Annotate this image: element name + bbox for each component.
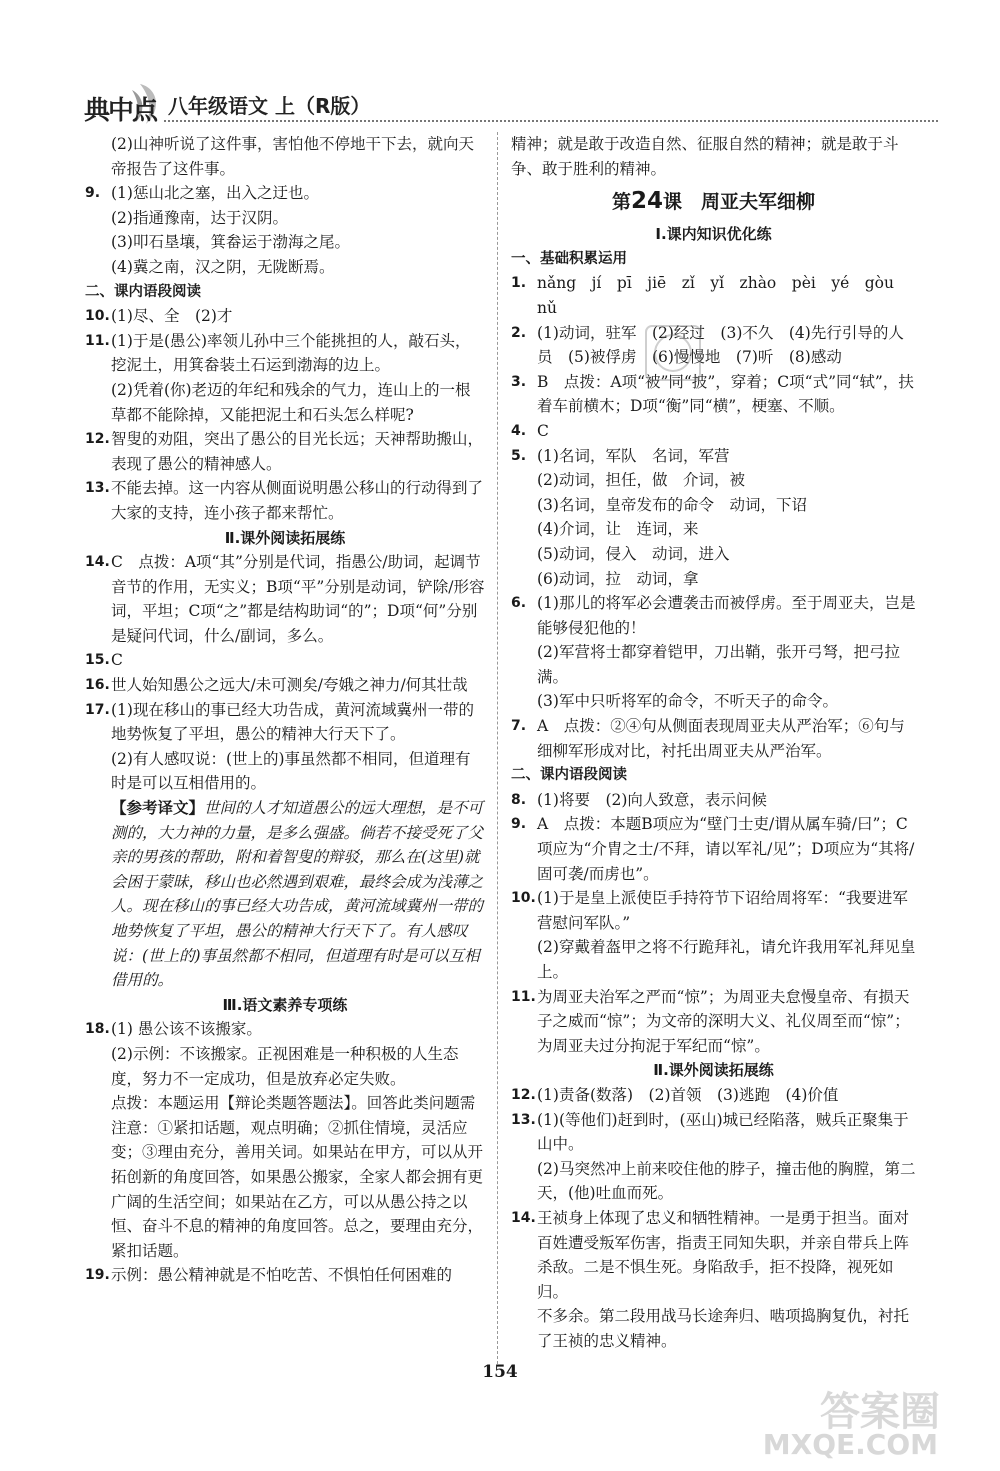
answer-subitem: (3)名词，皇帝发布的命令 动词，下诏 <box>537 495 807 514</box>
answer-subitem: (4)冀之南，汉之阴，无陇断焉。 <box>111 257 335 276</box>
answer-subitem: (2)示例：不该搬家。正视困难是一种积极的人生态度，努力不一定成功，但是放弃必定失败。 <box>111 1044 459 1088</box>
answer-item <box>85 1263 485 1288</box>
question-number: 10. <box>85 308 110 325</box>
lesson-title <box>511 181 916 222</box>
answer-text: 世人始知愚公之远大/未可测矣/夸娥之神力/何其壮哉 <box>111 676 468 695</box>
answer-item <box>85 1017 485 1042</box>
question-number: 18. <box>85 1021 110 1038</box>
question-number: 14. <box>85 554 110 571</box>
question-number: 1. <box>511 275 527 292</box>
answer-subitem: (3)军中只听将军的命令，不听天子的命令。 <box>537 692 838 711</box>
answer-item <box>511 1206 916 1304</box>
answer-item <box>511 812 916 886</box>
section-heading: 二、课内语段阅读 <box>511 767 627 784</box>
answer-item <box>85 329 485 378</box>
answer-text: A 点拨：②④句从侧面表现周亚夫从严治军；⑥句与细柳军形成对比，衬托出周亚夫从严治军。 <box>537 717 905 760</box>
stamp-icon <box>640 320 706 386</box>
brand-name: 典中点 <box>84 96 157 126</box>
answer-text: (1)将要 (2)向人致意，表示问候 <box>537 790 767 809</box>
watermark-text: 答案圈 <box>820 1389 940 1435</box>
lesson-prefix: 第 <box>611 191 631 214</box>
question-number: 13. <box>511 1111 536 1128</box>
lesson-name: 课 周亚夫军细柳 <box>663 191 816 214</box>
part-heading: Ⅱ.课外阅读拓展练 <box>653 1061 774 1080</box>
book-title: 八年级语文 上（R版） <box>168 94 371 118</box>
answer-text: (1)惩山北之塞，出入之迂也。 <box>111 184 319 203</box>
answer-text: (1)(等他们)赶到时，(巫山)城已经陷落，贼兵正聚集于山中。 <box>537 1110 909 1154</box>
answer-subitem: 精神；就是敢于改造自然、征服自然的精神；就是敢于斗争、敢于胜利的精神。 <box>511 135 899 178</box>
answer-subitem: (2)指通豫南，达于汉阴。 <box>111 208 288 227</box>
question-number: 8. <box>511 791 527 808</box>
answer-text: 王祯身上体现了忠义和牺牲精神。一是勇于担当。面对百姓遭受叛军伤害，指责王同知失职，并亲自带兵上阵杀敌。二是不惧生死。身陷敌手，拒不投降，视死如归。 <box>537 1208 910 1301</box>
part-heading: Ⅱ.课外阅读拓展练 <box>224 528 346 547</box>
question-number: 9. <box>85 185 101 202</box>
section-heading: 二、课内语段阅读 <box>85 283 201 300</box>
question-number: 10. <box>511 890 536 907</box>
answer-item <box>85 304 485 329</box>
answer-subitem: (6)动词，拉 动词，拿 <box>537 569 699 588</box>
answer-subitem: (2)军营将士都穿着铠甲，刀出鞘，张开弓弩，把弓拉满。 <box>537 643 900 686</box>
question-number: 2. <box>511 324 527 341</box>
answer-text: nǎng jí pī jiē zǐ yǐ zhào pèi yé gòu nǔ <box>537 274 910 317</box>
answer-subitem: (3)叩石垦壤，箕畚运于渤海之尾。 <box>111 233 350 252</box>
answer-subitem: (2)穿戴着盔甲之将不行跪拜礼，请允许我用军礼拜见皇上。 <box>537 938 916 981</box>
watermark-url: MXQE.COM <box>762 1428 938 1461</box>
answer-item <box>511 985 916 1059</box>
answer-item <box>511 788 916 813</box>
page-number: 154 <box>482 1362 518 1382</box>
question-number: 16. <box>85 677 110 694</box>
reference-heading: 【参考译文】 <box>111 798 205 818</box>
question-number: 17. <box>85 701 110 718</box>
answer-item <box>511 1083 916 1108</box>
answer-text: A 点拨：本题B项应为“壁门士吏/谓从属车骑/曰”；C项应为“介胄之士/不拜，请以军礼/见”；D项应为“其将/固可袭/而虏也”。 <box>537 815 915 883</box>
answer-subitem: (2)马突然冲上前来咬住他的脖子，撞击他的胸膛，第二天，(他)吐血而死。 <box>537 1159 916 1203</box>
question-number: 7. <box>511 718 527 735</box>
answer-item <box>511 321 916 370</box>
section-heading: 一、基础积累运用 <box>511 250 627 267</box>
question-number: 12. <box>85 431 110 448</box>
answer-subitem: 不多余。第二段用战马长途奔归、啮项捣胸复仇，衬托了王祯的忠义精神。 <box>537 1307 910 1350</box>
question-number: 5. <box>511 447 527 464</box>
answer-item <box>85 673 485 698</box>
right-column <box>511 132 916 1354</box>
answer-item <box>511 1108 916 1157</box>
question-number: 4. <box>511 422 527 439</box>
answer-text: 为周亚夫治军之严而“惊”；为周亚夫怠慢皇帝、有损天子之威而“惊”；为文帝的深明大义、礼仪周至而“惊”；为周亚夫过分拘泥于军纪而“惊”。 <box>537 987 910 1055</box>
answer-text: 不能去掉。这一内容从侧面说明愚公移山的行动得到了大家的支持，连小孩子都来帮忙。 <box>111 479 484 522</box>
answer-subitem: (2)动词，担任，做 介词，被 <box>537 471 745 490</box>
answer-subitem: (4)介词，让 连词，来 <box>537 520 699 539</box>
answer-item <box>511 886 916 935</box>
question-number: 11. <box>85 332 110 349</box>
answer-item <box>511 370 916 419</box>
answer-text: (1)名词，军队 名词，军营 <box>537 446 730 465</box>
question-number: 19. <box>85 1267 110 1284</box>
left-column <box>85 132 485 1288</box>
question-number: 14. <box>511 1209 536 1226</box>
answer-text: (1)尽、全 (2)才 <box>111 307 233 326</box>
part-heading: Ⅰ.课内知识优化练 <box>655 225 772 244</box>
part-heading: Ⅲ.语文素养专项练 <box>222 995 348 1014</box>
answer-text: (1)于是皇上派使臣手持符节下诏给周将军：“我要进军营慰问军队。” <box>537 889 908 932</box>
answer-item <box>85 550 485 648</box>
answer-text: C <box>537 421 549 440</box>
answer-item <box>511 444 916 469</box>
answer-subitem: (2)有人感叹说：(世上的)事虽然都不相同，但道理有时是可以互相借用的。 <box>111 749 471 793</box>
column-divider <box>497 132 498 1364</box>
reference-text: 世间的人才知道愚公的远大理想，是不可测的，大力神的力量，是多么强盛。倘若不接受死了父亲的男孩的帮助，附和着智叟的辩驳，那么在(这里)就会困于蒙昧，移山也必然遇到艰难，最终会成为浅薄之人。现在移山的事已经大功告成，黄河流域冀州一带的地势恢复了平坦，愚公的精神大行天下了。有人感叹说：(世上的)事虽然都不相同，但道理有时是可以互相借用的。 <box>111 799 484 990</box>
answer-item <box>511 714 916 763</box>
answer-item <box>511 419 916 444</box>
answer-item <box>85 476 485 525</box>
question-number: 3. <box>511 373 527 390</box>
answer-item <box>85 648 485 673</box>
answer-text: (1)责备(数落) (2)首领 (3)逃跑 (4)价值 <box>537 1085 839 1104</box>
answer-text: (1)那儿的将军必会遭袭击而被俘虏。至于周亚夫，岂是能够侵犯他的！ <box>537 594 916 637</box>
answer-text: (1) 愚公该不该搬家。 <box>111 1020 262 1039</box>
answer-subitem: (5)动词，侵入 动词，进入 <box>537 544 730 563</box>
reference-translation <box>85 796 485 993</box>
question-number: 13. <box>85 480 110 497</box>
answer-item <box>511 591 916 640</box>
page-header <box>80 80 940 130</box>
lesson-number: 24 <box>630 188 663 215</box>
question-number: 11. <box>511 988 536 1005</box>
question-number: 9. <box>511 816 527 833</box>
answer-subitem: (2)凭着(你)老迈的年纪和残余的气力，连山上的一根草都不能除掉，又能把泥土和石头怎么样呢? <box>111 380 471 424</box>
answer-text: (1)现在移山的事已经大功告成，黄河流域冀州一带的地势恢复了平坦，愚公的精神大行天下了。 <box>111 700 474 744</box>
answer-item <box>85 181 485 206</box>
answer-text: B 点拨：A项“被”同“披”，穿着；C项“式”同“轼”，扶着车前横木；D项“衡”同“横”，梗塞、不顺。 <box>537 372 914 416</box>
answer-subitem: 点拨：本题运用【辩论类题答题法】。回答此类问题需注意：①紧扣话题，观点明确；②抓住情境，灵活应变；③理由充分，善用关词。如果站在甲方，可以从开拓创新的角度回答，如果愚公搬家，全家人都会拥有更广阔的生活空间；如果站在乙方，可以从愚公持之以恒、奋斗不息的精神的角度回答。总之，要理由充分，紧扣话题。 <box>111 1094 484 1260</box>
header-divider <box>164 120 940 122</box>
answer-text: 示例：愚公精神就是不怕吃苦、不惧怕任何困难的 <box>111 1266 453 1285</box>
question-number: 6. <box>511 595 527 612</box>
answer-item <box>85 427 485 476</box>
answer-text: 智叟的劝阻，突出了愚公的目光长远；天神帮助搬山，表现了愚公的精神感人。 <box>111 430 484 473</box>
answer-item <box>85 698 485 747</box>
answer-subitem: (2)山神听说了这件事，害怕他不停地干下去，就向天帝报告了这件事。 <box>111 135 474 178</box>
answer-item <box>511 271 916 320</box>
question-number: 15. <box>85 652 110 669</box>
answer-text: C <box>111 651 123 670</box>
question-number: 12. <box>511 1086 536 1103</box>
answer-text: (1)于是(愚公)率领儿孙中三个能挑担的人，敲石头，挖泥土，用箕畚装土石运到渤海的边上。 <box>111 331 471 375</box>
answer-text: (1)动词，驻军 (2)经过 (3)不久 (4)先行引导的人员 (5)被俘虏 (6)慢慢地 (7)听 (8)感动 <box>537 323 904 367</box>
answer-text: C 点拨：A项“其”分别是代词，指愚公/助词，起调节音节的作用，无实义；B项“平”分别是动词，铲除/形容词，平坦；C项“之”都是结构助词“的”；D项“何”分别是疑问代词，什么/副词，多么。 <box>111 553 485 645</box>
